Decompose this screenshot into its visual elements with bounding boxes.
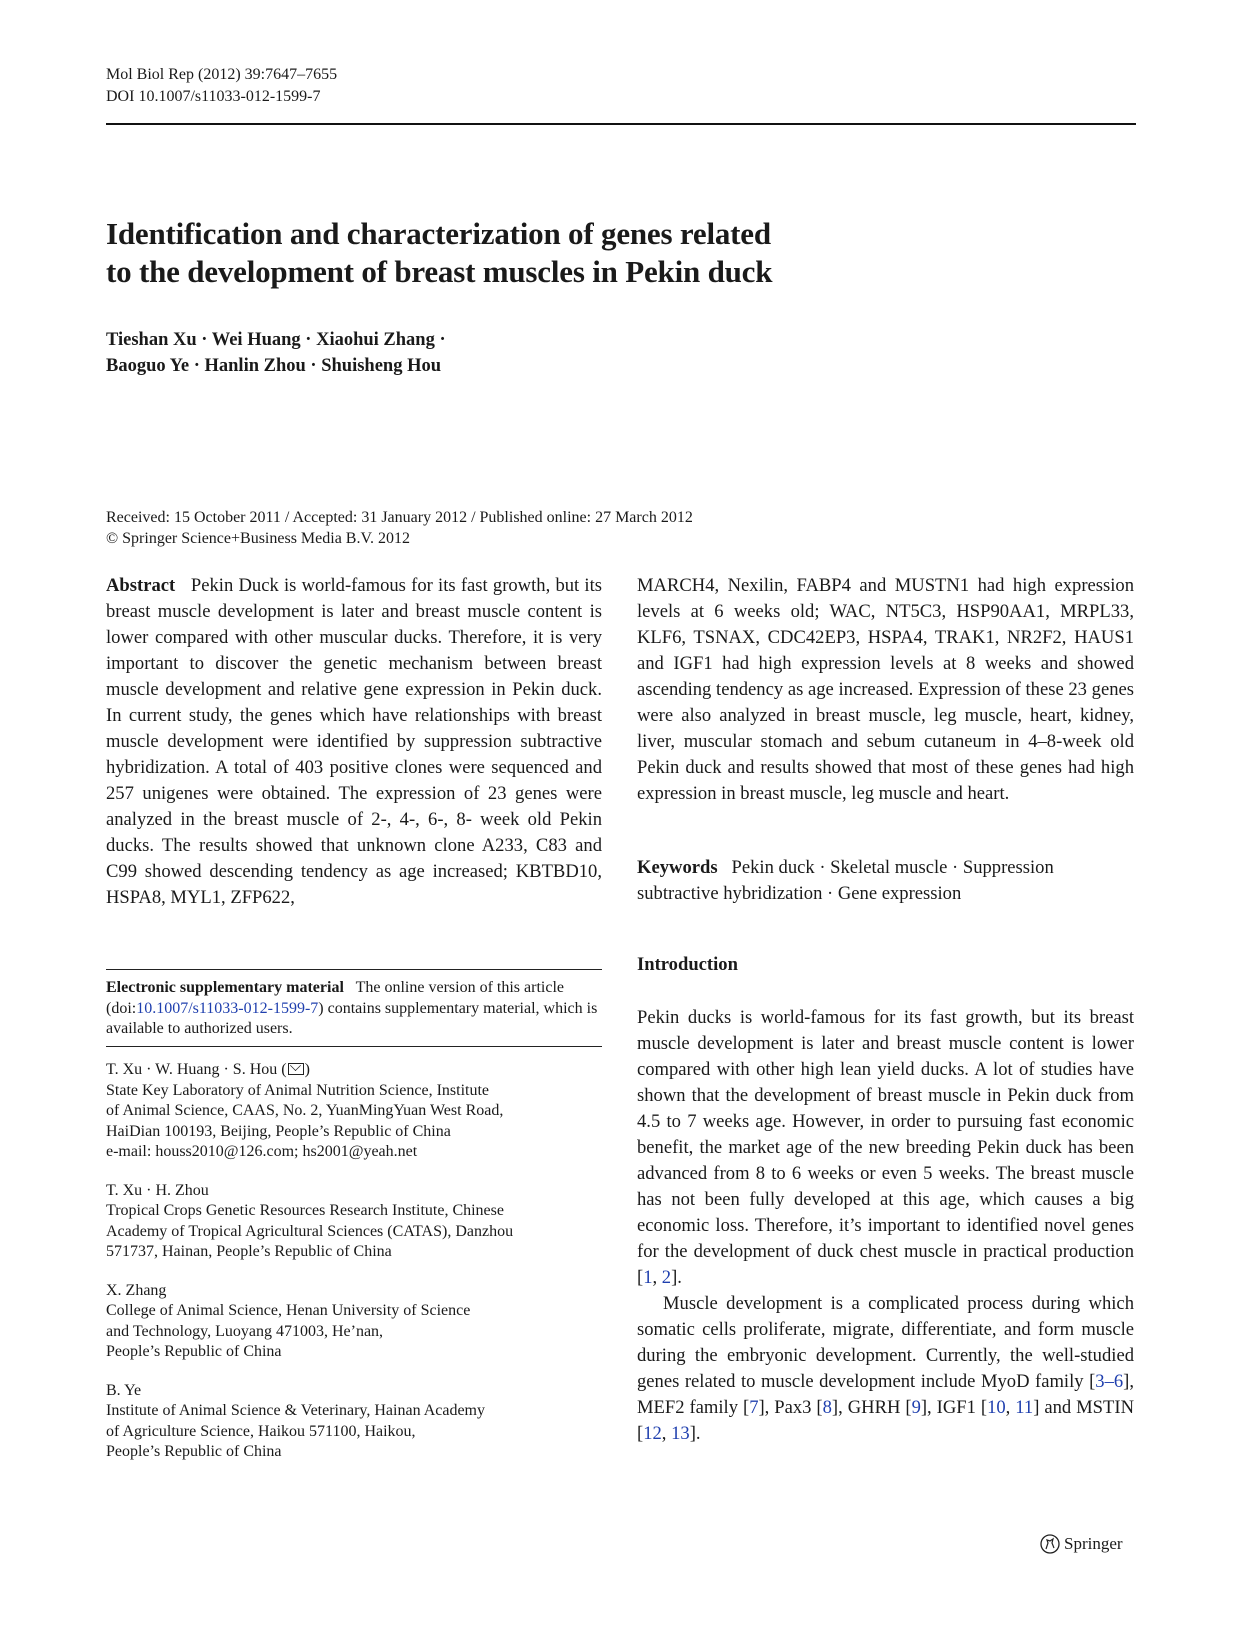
citation-link[interactable]: 1 [643,1267,653,1288]
affiliation-1-line: State Key Laboratory of Animal Nutrition Science, Institute [106,1081,490,1099]
intro-p2-text: ], Pax3 [ [758,1397,823,1418]
journal-citation: Mol Biol Rep (2012) 39:7647–7655 [106,66,338,83]
intro-p2-text: Muscle development is a complicated process during which somatic cells proliferate, migrate, differentiate, and form muscle during the embryonic development. Currently, the well-studied genes related to muscle development include MyoD family [ [637,1293,1134,1392]
citation-sep: , [652,1267,662,1288]
intro-paragraph-1 [637,1005,1134,1291]
abstract-text-left: Pekin Duck is world-famous for its fast growth, but its breast muscle development is later and breast muscle content is lower compared with other muscular ducks. Therefore, it is very important to discover the genetic mechanism between breast muscle development and relative gene expression in Pekin duck. In current study, the genes which have relationships with breast muscle development were identified by suppression subtractive hybridization. A total of 403 positive clones were sequenced and 257 unigenes were obtained. The expression of 23 genes were analyzed in the breast muscle of 2-, 4-, 6-, 8- week old Pekin ducks. The results showed that unknown clone A233, C83 and C99 showed descending tendency as age increased; KBTBD10, HSPA8, MYL1, ZFP622, [106,575,603,908]
citation-link[interactable]: 11 [1015,1397,1034,1418]
title-line-2: to the development of breast muscles in Pekin duck [106,254,773,289]
intro-p2-text: , [661,1423,672,1444]
citation-link[interactable]: 13 [671,1423,690,1444]
title-line-1: Identification and characterization of genes related [106,216,771,251]
affiliation-3-line: People’s Republic of China [106,1343,282,1360]
abstract-label: Abstract [106,575,176,596]
esm-top-rule [106,969,602,970]
abstract-text-right: MARCH4, Nexilin, FABP4 and MUSTN1 had high expression levels at 6 weeks old; WAC, NT5C3, HSP90AA1, MRPL33, KLF6, TSNAX, CDC42EP3, HSPA4, TRAK1, NR2F2, HAUS1 and IGF1 had high expression levels at 8 weeks and showed ascending tendency as age increased. Expression of these 23 genes were also analyzed in breast muscle, leg muscle, heart, kidney, liver, muscular stomach and sebum cutaneum in 4–8-week old Pekin duck and results showed that most of these genes had high expression in breast muscle, leg muscle and heart. [637,575,1134,804]
affiliation-2-line: Academy of Tropical Agricultural Sciences (CATAS), Danzhou [106,1222,514,1240]
affiliation-4-line: People’s Republic of China [106,1443,282,1460]
publisher-name: Springer [1064,1534,1123,1553]
esm-label: Electronic supplementary material [106,979,344,996]
citation-link[interactable]: 10 [987,1397,1006,1418]
publisher-logo [1040,1534,1123,1554]
publication-dates [106,507,1006,549]
affiliation-1-names-end: ) [304,1061,310,1078]
intro-p2-text: ] and MSTIN [ [637,1397,1134,1444]
intro-paragraph-2 [637,1291,1134,1447]
intro-p1-text: Pekin ducks is world-famous for its fast growth, but its breast muscle development is later and breast muscle content is lower compared with other high lean yield ducks. A lot of studies have shown that the development of breast muscle in Pekin duck from 4.5 to 7 weeks age. However, in order to pursuing fast economic benefit, the market age of the new breeding Pekin duck has been advanced from 8 to 6 weeks or even 5 weeks. The breast muscle has not been fully developed at this age, which causes a big economic loss. Therefore, it’s important to identified novel genes for the development of duck chest muscle in practical production [ [637,1007,1134,1288]
citation-link[interactable]: 7 [749,1397,759,1418]
intro-p2-text: ], MEF2 family [ [637,1371,1134,1418]
affiliation-4-names: B. Ye [106,1381,142,1399]
copyright-line: © Springer Science+Business Media B.V. 2012 [106,530,410,547]
keywords-text: Pekin duck · Skeletal muscle · Suppression subtractive hybridization · Gene expression [637,857,1054,904]
intro-p2-text: ], IGF1 [ [920,1397,988,1418]
affiliation-2-line: Tropical Crops Genetic Resources Research Institute, Chinese [106,1202,504,1219]
affiliation-1-line: HaiDian 100193, Beijing, People’s Republic of China [106,1122,451,1140]
affiliation-4-line: Institute of Animal Science & Veterinary, Hainan Academy [106,1402,485,1419]
keywords [637,855,1134,907]
esm-doi-link[interactable]: 10.1007/s11033-012-1599-7 [136,999,319,1017]
citation-end: ]. [671,1267,682,1288]
affiliation-3-line: and Technology, Luoyang 471003, He’nan, [106,1322,384,1340]
affiliation-3-names: X. Zhang [106,1281,167,1299]
citation-link[interactable]: 9 [911,1397,921,1418]
authors-line-2: Baoguo Ye · Hanlin Zhou · Shuisheng Hou [106,356,442,376]
affiliation-2-names: T. Xu · H. Zhou [106,1181,209,1199]
author-list [106,327,806,379]
abstract-left [106,573,602,911]
intro-p2-text: , [1005,1397,1016,1418]
intro-p2-text: ]. [689,1423,701,1444]
esm-note [106,978,602,1040]
abstract-right [637,573,1134,807]
doi-line: DOI 10.1007/s11033-012-1599-7 [106,88,321,105]
citation-link[interactable]: 8 [822,1397,832,1418]
introduction-heading: Introduction [637,954,738,975]
esm-bottom-rule [106,1046,602,1047]
header-rule [106,123,1136,125]
affiliation-2-line: 571737, Hainan, People’s Republic of China [106,1243,392,1260]
intro-p2-text: ], GHRH [ [831,1397,912,1418]
affiliation-1-names: T. Xu · W. Huang · S. Hou ( [106,1061,287,1078]
citation-link[interactable]: 12 [643,1423,662,1444]
affiliation-1-line: of Animal Science, CAAS, No. 2, YuanMingYuan West Road, [106,1102,504,1119]
affiliation-3-line: College of Animal Science, Henan University of Science [106,1302,471,1319]
envelope-icon[interactable] [288,1063,304,1075]
affiliations [106,1060,602,1463]
introduction-body [637,1005,1134,1447]
paper-title [106,215,1006,291]
citation-link[interactable]: 2 [661,1267,672,1288]
esm-text-2: ) contains supplementary material, which is available to authorized users. [106,999,598,1037]
esm-text-1: The online version of this article (doi: [106,979,564,1017]
citation-link[interactable]: 3–6 [1095,1371,1124,1392]
affiliation-4-line: of Agriculture Science, Haikou 571100, Haikou, [106,1422,416,1440]
affiliation-1-email: e-mail: houss2010@126.com; hs2001@yeah.net [106,1143,418,1160]
keywords-label: Keywords [637,857,718,878]
springer-horse-icon [1040,1534,1060,1554]
dates-line: Received: 15 October 2011 / Accepted: 31 January 2012 / Published online: 27 March 2012 [106,509,693,526]
authors-line-1: Tieshan Xu · Wei Huang · Xiaohui Zhang · [106,330,446,350]
